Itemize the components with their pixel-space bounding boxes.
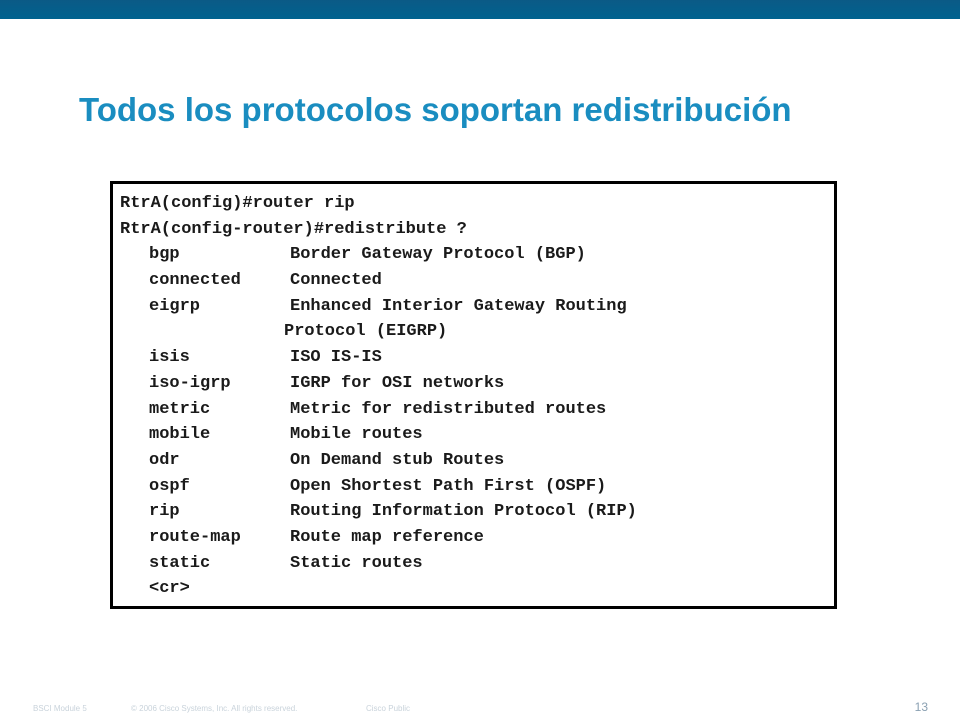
option-name: route-map <box>149 527 241 547</box>
option-name: odr <box>149 450 180 470</box>
option-row-cr <box>120 576 834 602</box>
option-name: metric <box>149 399 211 419</box>
option-name: connected <box>149 271 241 291</box>
option-row-bgp <box>120 242 834 268</box>
option-row-rip <box>120 499 834 525</box>
option-row-route-map <box>120 525 834 551</box>
option-description: On Demand stub Routes <box>290 450 505 470</box>
prompt-command: RtrA(config-router)#redistribute ? <box>120 219 467 239</box>
top-banner-bar <box>0 0 960 19</box>
option-description: Border Gateway Protocol (BGP) <box>290 245 586 265</box>
option-row-connected <box>120 268 834 294</box>
prompt-command: RtrA(config)#router rip <box>120 194 355 213</box>
footer-classification: Cisco Public <box>366 704 411 713</box>
option-name: rip <box>149 502 180 522</box>
option-name: isis <box>149 348 190 368</box>
option-description-continuation: Protocol (EIGRP) <box>284 322 448 342</box>
footer-copyright: © 2006 Cisco Systems, Inc. All rights reserved. <box>131 704 298 713</box>
option-name: <cr> <box>149 579 190 599</box>
option-description: Open Shortest Path First (OSPF) <box>290 476 607 496</box>
option-description: Connected <box>290 271 382 291</box>
option-description: Mobile routes <box>290 425 423 445</box>
option-description: IGRP for OSI networks <box>290 373 505 393</box>
option-name: mobile <box>149 425 211 445</box>
option-name: bgp <box>149 245 180 265</box>
option-description: Enhanced Interior Gateway Routing <box>290 296 627 316</box>
option-name: eigrp <box>149 296 201 316</box>
option-row-metric <box>120 397 834 423</box>
option-description: Metric for redistributed routes <box>290 399 607 419</box>
option-row-ospf <box>120 474 834 500</box>
option-name: iso-igrp <box>149 373 231 393</box>
option-description: ISO IS-IS <box>290 348 382 368</box>
terminal-output-box <box>110 181 837 609</box>
option-row-eigrp <box>120 294 834 320</box>
footer-module-label: BSCI Module 5 <box>33 704 87 713</box>
option-description: Route map reference <box>290 527 484 547</box>
option-name: static <box>149 553 211 573</box>
slide-title: Todos los protocolos soportan redistribución <box>79 91 792 128</box>
option-row-static <box>120 551 834 577</box>
terminal-lines <box>120 191 834 602</box>
option-row-eigrp-continuation <box>120 319 834 345</box>
slide-footer <box>0 701 960 715</box>
option-name: ospf <box>149 476 190 496</box>
option-row-isis <box>120 345 834 371</box>
page-number: 13 <box>914 700 928 714</box>
option-description: Routing Information Protocol (RIP) <box>290 502 637 522</box>
terminal-prompt-line <box>120 191 834 217</box>
option-description: Static routes <box>290 553 423 573</box>
option-row-odr <box>120 448 834 474</box>
terminal-prompt-line <box>120 217 834 243</box>
option-row-iso-igrp <box>120 371 834 397</box>
option-row-mobile <box>120 422 834 448</box>
